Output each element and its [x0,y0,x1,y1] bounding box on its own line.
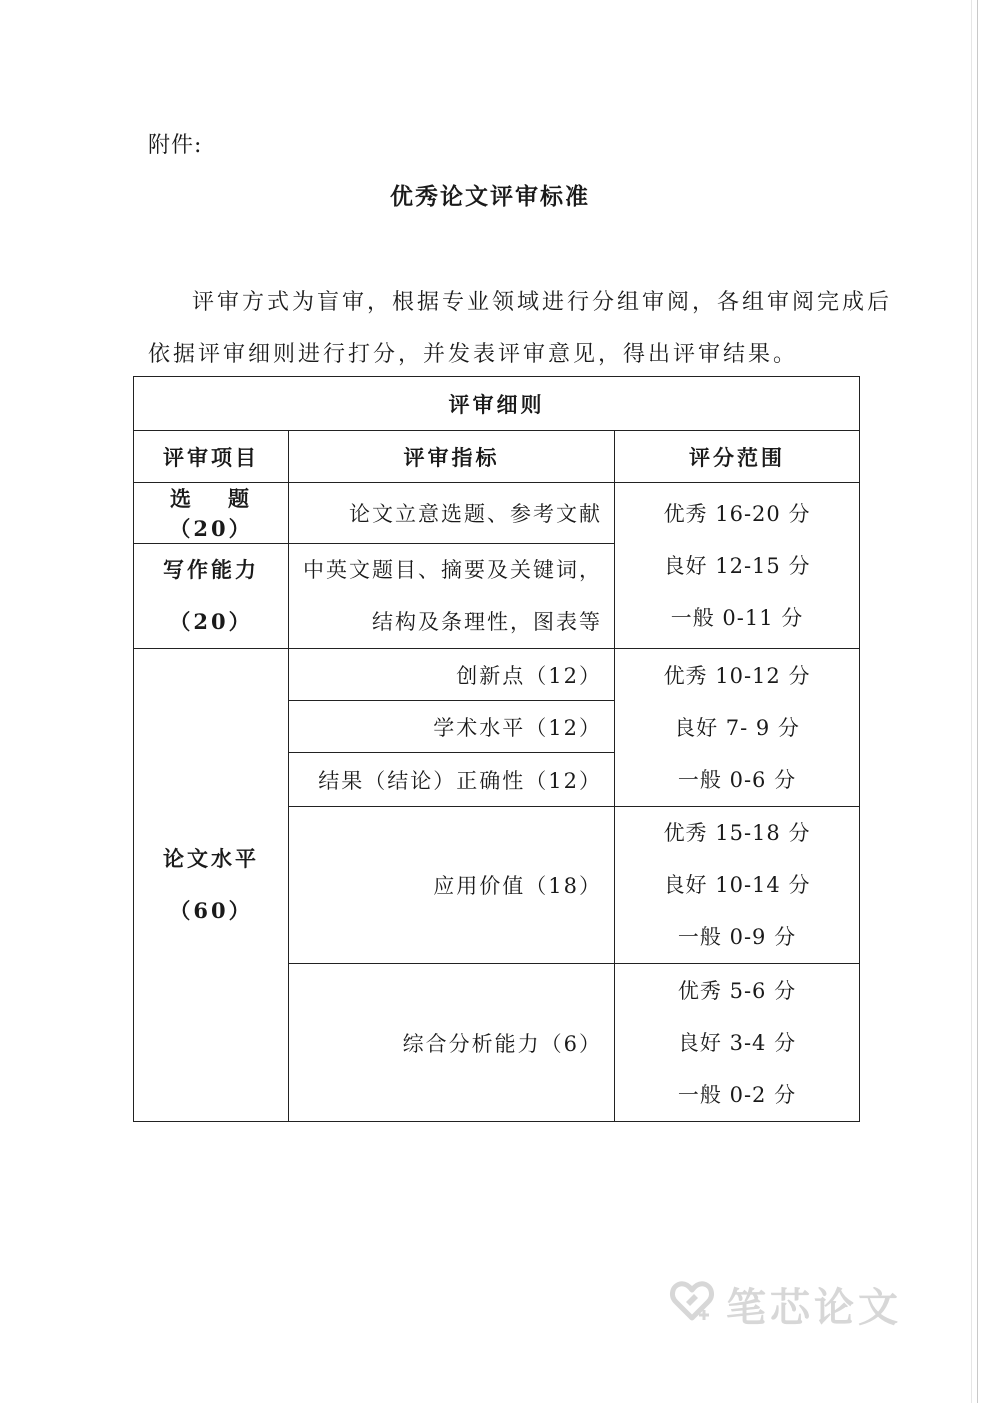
score-range-line: 良好 3-4 分 [677,1030,797,1055]
rubric-table [133,376,860,1122]
intro-paragraph-line-1: 评审方式为盲审，根据专业领域进行分组审阅，各组审阅完成后 [192,290,893,315]
indicator-analysis: 综合分析能力（6） [289,964,615,1122]
intro-paragraph-line-2: 依据评审细则进行打分，并发表评审意见，得出评审结果。 [148,342,799,367]
watermark-text: 笔芯论文 [726,1285,902,1331]
item-level [134,649,289,1122]
indicator-writing [289,544,615,649]
indicator-application: 应用价值（18） [289,807,615,964]
item-level-name: 论文水平 [163,846,259,871]
score-range-line: 良好 7- 9 分 [674,715,800,740]
score-range-line: 优秀 16-20 分 [663,501,811,526]
document-title: 优秀论文评审标准 [390,183,590,210]
indicator-innovation: 创新点（12） [289,649,615,701]
indicator-correctness: 结果（结论）正确性（12） [289,753,615,807]
score-range-line: 一般 0-11 分 [670,605,804,630]
item-topic [134,483,289,544]
indicator-topic: 论文立意选题、参考文献 [289,483,615,544]
item-writing [134,544,289,649]
score-range-line: 良好 12-15 分 [663,553,811,578]
heart-pen-icon [668,1276,716,1324]
score-range-line: 一般 0-2 分 [677,1082,797,1107]
item-writing-score: （20） [169,609,253,634]
item-writing-name: 写作能力 [163,557,259,582]
indicator-academic: 学术水平（12） [289,701,615,753]
attachment-label: 附件: [148,133,203,158]
score-range-d [615,964,860,1122]
score-range-line: 优秀 10-12 分 [663,663,811,688]
indicator-writing-line-1: 中英文题目、摘要及关键词， [303,558,602,582]
watermark [668,1270,918,1330]
score-range-a [615,483,860,649]
score-range-c [615,807,860,964]
header-indicator: 评审指标 [289,431,615,483]
table-caption: 评审细则 [134,377,860,431]
header-score-range: 评分范围 [615,431,860,483]
score-range-line: 良好 10-14 分 [663,873,811,897]
score-range-line: 优秀 15-18 分 [663,821,811,845]
score-range-line: 优秀 5-6 分 [677,978,797,1003]
score-range-b [615,649,860,807]
score-range-line: 一般 0-9 分 [677,925,797,949]
indicator-writing-line-2: 结构及条理性，图表等 [372,610,602,634]
item-level-score: （60） [169,898,253,923]
item-topic-a: 选 [170,486,194,511]
item-topic-b: 题（20） [169,486,253,541]
score-range-line: 一般 0-6 分 [677,767,797,792]
header-item: 评审项目 [134,431,289,483]
